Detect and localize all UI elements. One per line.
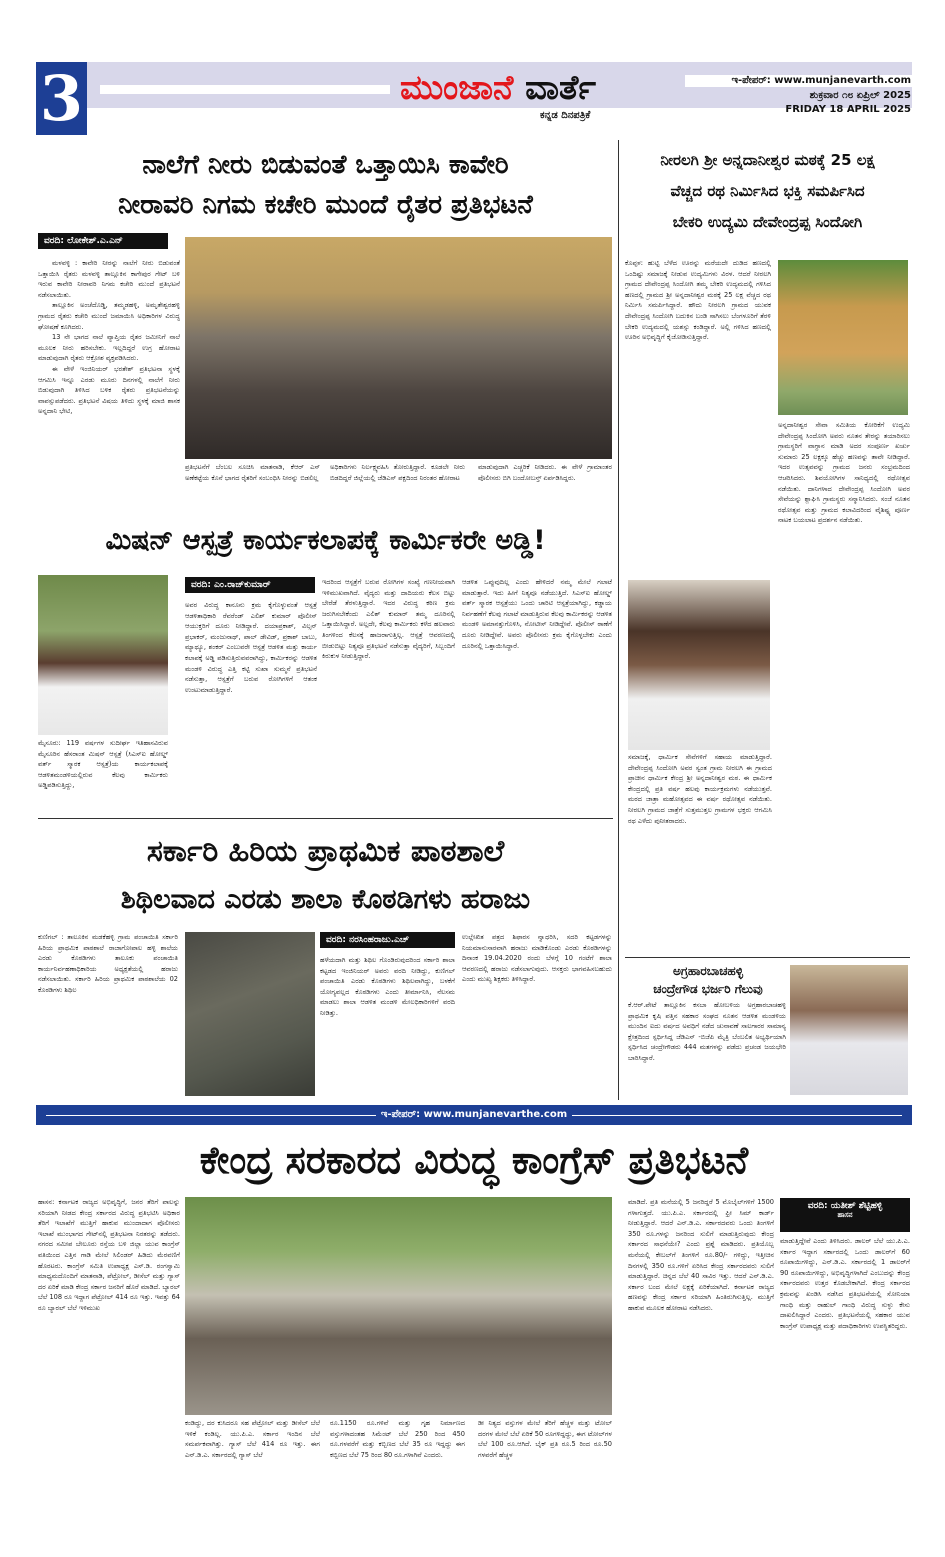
photo-caption: ಅಧಿಕಾರಿಗಳು ನಿರ್ಲಕ್ಷ್ಯವಹಿಸಿ ತೋರುತ್ತಿದ್ದಾರೆ. ಕೂಡಲೇ ನೀರು ಬಿಡದಿದ್ದರೆ ಜಿಲ್ಲೆಯಲ್ಲಿ ಜೆಡಿಎಸ್ ಪಕ್ಷದಿಂದ ನಿರಂತರ ಹೋರಾಟ xyxy=(330,463,465,482)
byline xyxy=(780,1198,910,1232)
section-divider xyxy=(38,818,613,819)
portrait-photo xyxy=(38,575,168,735)
school-building-photo xyxy=(185,932,315,1096)
story4-column: ಮಾಡಿದೆ. ಪ್ರತಿ ಮನೆಯಲ್ಲಿ 5 ಜನರಿದ್ದರೆ 5 ಮೊಬೈಲ್‌ಗಳಿಗೆ 1500 ಗಳಾಗುತ್ತದೆ. ಯು.ಪಿ.ಎ. ಸರ್ಕಾರದಲ್ಲಿ ಫ್ರೀ ಸಿಮ್ ಕಾರ್ಡ್ ನೀಡುತ್ತಿದ್ದಾರೆ. ಆದರೆ ಎನ್.ಡಿ.ಎ. ಸರ್ಕಾರದವರು ಒಂದು ತಿಂಗಳಿಗೆ 350 ರೂ.ಗಳನ್ನು ಜನರಿಂದ ಸುಲಿಗೆ ಮಾಡುತ್ತಿರುವುದು ಕೇಂದ್ರ ಸರ್ಕಾರದ ಸಾಧನೆಯೇ? ಎಂದು ಪ್ರಶ್ನೆ ಮಾಡಿದರು. ಪ್ರತಿಯೊಬ್ಬ ಮನೆಯಲ್ಲಿ ಕೇಬಲ್‌ಗೆ ತಿಂಗಳಿಗೆ ರೂ.80/- ಗಳಿದ್ದು, ಇತ್ತೀಚಿನ ದಿನಗಳಲ್ಲಿ 350 ರೂ.ಗಳಿಗೆ ಏರಿಸಿದ ಕೇಂದ್ರ ಸರ್ಕಾರದವರು ಸುಲಿಗೆ ಮಾಡುತ್ತಿದ್ದಾರೆ. ಚಿನ್ನದ ಬೆಲೆ 40 ಸಾವಿರ ಇತ್ತು. ಆದರೆ ಎನ್.ಡಿ.ಎ. ಸರ್ಕಾರ ಬಂದ ಮೇಲೆ ಲಕ್ಷಕ್ಕೆ ಏರಿಕೆಯಾಗಿದೆ. ಕರ್ನಾಟಕ ರಾಜ್ಯದ ಹಣವನ್ನು ಕೇಂದ್ರ ಸರ್ಕಾರ ಸರಿಯಾಗಿ ಹಿಂತಿರುಗಿಸುತ್ತಿಲ್ಲ. ಮುತ್ತಿಗೆ ಹಾಕುವ ಮೂಲಕ ಹೋರಾಟ ನಡೆಸಿದರು. xyxy=(628,1198,774,1312)
epaper-banner[interactable]: ಇ-ಪೇಪರ್: www.munjanevarthe.com xyxy=(36,1105,912,1125)
headline-line: ಅಗ್ರಹಾರಬಾಚಹಳ್ಳಿ xyxy=(672,964,744,978)
story3-column: ಉಲ್ಲೇಖಿತ ಪತ್ರದ ಶಿಫಾರಸ ನ್ವಾಧರಿಸಿ, ಸದರಿ ಕಟ್ಟಡಗಳನ್ನು ನಿಯಮಾನುಸಾರವಾಗಿ ಹರಾಜು ಮಾಡಿಕೊಂಡು ಎರಡು ಕೊಠಡಿಗಳನ್ನು ದಿನಾಂಕ 19.04.2020 ರಂದು ಬೆಳಗ್ಗೆ 10 ಗಂಟೆಗೆ ಶಾಲಾ ಆವರಣದಲ್ಲಿ ಹರಾಜು ನಡೆಸಲಾಗುವುದು. ಆಸಕ್ತರು ಭಾಗವಹಿಸಬಹುದು ಎಂದು ಮುಖ್ಯ ಶಿಕ್ಷಕರು ತಿಳಿಸಿದ್ದಾರೆ. xyxy=(462,933,612,984)
paragraph: ಮಳವಳ್ಳಿ : ಕಾವೇರಿ ನೀರನ್ನು ನಾಲೆಗೆ ನೀರು ಬಿಡುವಂತೆ ಒತ್ತಾಯಿಸಿ ರೈತರು ಮಳವಳ್ಳಿ ತಾಲ್ಲೂಕಿನ ಕಾಗೇಪುರ ಗೇಟ್ ಬಳಿ ಇರುವ ಕಾವೇರಿ ನೀರಾವರಿ ನಿಗಮ ಕಚೇರಿ ಮುಂದೆ ಪ್ರತಿಭಟನೆ ನಡೆಸಲಾಯಿತು. xyxy=(38,259,180,299)
column-divider xyxy=(618,140,619,1100)
date-english: FRIDAY 18 APRIL 2025 xyxy=(785,104,911,115)
paragraph: ತಾಲ್ಲೂಕಿನ ಅಂಚೆದೊಡ್ಡಿ, ತಮ್ಮಡಹಳ್ಳಿ, ಅಮೃತೇಶ್ವರಹಳ್ಳಿ ಗ್ರಾಮದ ರೈತರು ಕಚೇರಿ ಮುಂದೆ ಜಮಾಯಿಸಿ ಅಧಿಕಾರಿಗಳ ವಿರುದ್ಧ ಘೋಷಣೆ ಕೂಗಿದರು. xyxy=(38,301,180,331)
story3-column: ಕುಣಿಗಲ್ : ತಾಲೂಕಿನ ಮಡಕೆಹಳ್ಳಿ ಗ್ರಾಮ ಪಂಚಾಯಿತಿ ಸರ್ಕಾರಿ ಹಿರಿಯ ಪ್ರಾಥಮಿಕ ಪಾಠಶಾಲೆ ರಾಜಾಗೋಪಾಲ ಹಳ್ಳಿ ಶಾಲೆಯ ಎರಡು ಕೊಠಡಿಗಳು ತಾಲೂಕು ಪಂಚಾಯಿತಿ ಕಾರ್ಯನಿರ್ವಹಣಾಧಿಕಾರಿಯ ಅಧ್ಯಕ್ಷತೆಯಲ್ಲಿ ಹರಾಜು ನಡೆಸಲಾಯಿತು. ಸರ್ಕಾರಿ ಹಿರಿಯ ಪ್ರಾಥಮಿಕ ಪಾಠಶಾಲೆಯ 02 ಕೊಠಡಿಗಳು ಶಿಥಿಲ xyxy=(38,933,178,994)
headline-line: ನೀರಾವರಿ ನಿಗಮ ಕಚೇರಿ ಮುಂದೆ ರೈತರ ಪ್ರತಿಭಟನೆ xyxy=(118,190,533,220)
newspaper-logo xyxy=(400,68,596,108)
headline-line: ವೆಚ್ಚದ ರಥ ನಿರ್ಮಿಸಿದ ಭಕ್ತಿ ಸಮರ್ಪಿಸಿದ xyxy=(670,182,865,200)
right-story-headline xyxy=(625,145,910,238)
byline: ವರದಿ: ಎಂ.ರಾಜ್‌ಕುಮಾರ್ xyxy=(185,577,315,593)
right-story-column: ಕೊಪ್ಪಳ: ಹುಟ್ಟಿ ಬೆಳೆದ ಊರನ್ನು ಮರೆಯದೇ ದುಡಿದ ಹಣದಲ್ಲಿ ಒಂದಿಷ್ಟು ಸಮಾಜಕ್ಕೆ ನೀಡುವ ಉದ್ಯಮಿಗಳು ವಿರಳ. ಆದರೆ ನೀರಲಗಿ ಗ್ರಾಮದ ದೇವೇಂದ್ರಪ್ಪ ಸಿಂದೋಗಿ ತಮ್ಮ ಬೇಕರಿ ಉದ್ಯಮದಲ್ಲಿ ಗಳಿಸಿದ ಹಣದಲ್ಲಿ ಗ್ರಾಮದ ಶ್ರೀ ಅನ್ನದಾನೀಶ್ವರ ಮಠಕ್ಕೆ 25 ಲಕ್ಷ ವೆಚ್ಚದ ರಥ ನಿರ್ಮಿಸಿ ಸಮರ್ಪಿಸಿದ್ದಾರೆ. ಹೌದು ನೀರಲಗಿ ಗ್ರಾಮದ ಯುವಕ ದೇವೇಂದ್ರಪ್ಪ ಸಿಂದೋಗಿ ಬದುಕಿನ ಬಂಡಿ ಸಾಗಿಸಲು ಬೆಂಗಳೂರಿಗೆ ತೆರಳಿ ಬೇಕರಿ ಉದ್ಯಮದಲ್ಲಿ ಯಶಸ್ಸು ಕಂಡಿದ್ದಾರೆ. ಅಲ್ಲಿ ಗಳಿಸಿದ ಹಣದಲ್ಲಿ ಊರಿನ ಅಭಿವೃದ್ಧಿಗೆ ಕೈಜೋಡಿಸುತ್ತಿದ್ದಾರೆ. xyxy=(625,259,771,342)
story2-column: ಇದರಿಂದ ಆಸ್ಪತ್ರೆಗೆ ಬರುವ ರೋಗಿಗಳ ಸಂಖ್ಯೆ ಗಣನೀಯವಾಗಿ ಇಳಿಮುಖವಾಗಿದೆ. ವೈದ್ಯರು ಮತ್ತು ದಾದಿಯರು ಕೆಲಸ ಬಿಟ್ಟು ಬೇರೆಡೆ ತೆರಳುತ್ತಿದ್ದಾರೆ. ಇದರ ವಿರುದ್ಧ ಕಠಿಣ ಕ್ರಮ ಜರುಗಿಸಬೇಕೆಂದು ಎಲಿಶ್ ಕುಮಾರ್ ತಮ್ಮ ದೂರಿನಲ್ಲಿ ಒತ್ತಾಯಿಸಿದ್ದಾರೆ. ಅಲ್ಲದೇ, ಕೆಲವು ಕಾರ್ಮಿಕರು ಕಳೆದ ಹಲವಾರು ತಿಂಗಳಿಂದ ಕೆಲಸಕ್ಕೆ ಹಾಜರಾಗುತ್ತಿಲ್ಲ. ಆಸ್ಪತ್ರೆ ಆವರಣದಲ್ಲಿ ಬೀಡುಬಿಟ್ಟು ನಿತ್ಯವೂ ಪ್ರತಿಭಟನೆ ನಡೆಸುತ್ತಾ ವೈದ್ಯರಿಗೆ, ಸಿಬ್ಬಂದಿಗೆ ಕಿರುಕುಳ ನೀಡುತ್ತಿದ್ದಾರೆ. xyxy=(322,578,455,661)
section-divider xyxy=(625,957,910,958)
byline: ವರದಿ: ಲೋಕೇಶ್.ಎ.ಎನ್ xyxy=(38,233,168,249)
congress-protest-photo xyxy=(185,1197,612,1415)
logo-part-2: ವಾರ್ತೆ xyxy=(525,68,596,108)
photo-caption: ರೂ.1150 ರೂ.ಗಳಿವೆ ಮತ್ತು ಗೃಹ ನಿರ್ಮಾಣದ ವಸ್ತುಗಳಾದಂತಹ ಸಿಮೆಂಟ್ ಬೆಲೆ 250 ರಿಂದ 450 ರೂ.ಗಳವರೆಗೆ ಮತ್ತು ಕಬ್ಬಿಣದ ಬೆಲೆ 35 ರೂ ಇದ್ದದ್ದು ಈಗ ಕಬ್ಬಿಣದ ಬೆಲೆ 75 ರಿಂದ 80 ರೂ.ಗಳಾಗಿವೆ ಎಂದರು. xyxy=(330,1419,465,1459)
story2-column: ಆಡಳಿತ ಒಪ್ಪುವುದಿಲ್ಲ ಎಂದು ಹೇಳಿದರೆ ನಮ್ಮ ಮೇಲೆ ಗಲಾಟೆ ಮಾಡುತ್ತಾರೆ. ಇದು ಹೀಗೆ ನಿತ್ಯವೂ ನಡೆಯುತ್ತಿದೆ. ಸಿಎಸ್‌ಐ ಹೋಲ್ಡ್ ವರ್ತ್ ಸ್ಮಾರಕ ಆಸ್ಪತ್ರೆಯು ಒಂದು ಚಾರಿಟಿ ಆಸ್ಪತ್ರೆಯಾಗಿದ್ದು, ಕಡ್ಡಾಯ ನಿರ್ವಹಣೆಗೆ ಕೆಲವು ಗಲಾಟೆ ಮಾಡುತ್ತಿರುವ ಕೆಲವು ಕಾರ್ಮಿಕರನ್ನು ಆಡಳಿತ ಮಂಡಳಿ ಅಮಾನತ್ತುಗೊಳಿಸಿ, ನೋಟೀಸ್ ನೀಡಿದ್ದೇವೆ. ಪೊಲೀಸ್ ಠಾಣೆಗೆ ದೂರು ನೀಡಿದ್ದೇವೆ. ಅವರು ಪೊಲೀಸರು ಕ್ರಮ ಕೈಗೊಳ್ಳಬೇಕು ಎಂದು ದೂರಿನಲ್ಲಿ ಒತ್ತಾಯಿಸಿದ್ದಾರೆ. xyxy=(462,578,612,650)
donor-portrait-photo xyxy=(628,580,770,750)
headline-line: ಸರ್ಕಾರಿ ಹಿರಿಯ ಪ್ರಾಥಮಿಕ ಪಾಠಶಾಲೆ xyxy=(146,834,505,869)
story1-body xyxy=(38,258,180,503)
story2-headline: ಮಿಷನ್ ಆಸ್ಪತ್ರೆ ಕಾರ್ಯಕಲಾಪಕ್ಕೆ ಕಾರ್ಮಿಕರೇ ಅಡ್ಡಿ! xyxy=(105,525,546,556)
epaper-link[interactable]: ಇ-ಪೇಪರ್: www.munjanevarth.com xyxy=(731,75,911,86)
story4-headline: ಕೇಂದ್ರ ಸರಕಾರದ ವಿರುದ್ಧ ಕಾಂಗ್ರೆಸ್ ಪ್ರತಿಭಟನೆ xyxy=(199,1138,749,1182)
election-headline xyxy=(628,962,788,998)
election-body: ಕೆ.ಆರ್.ಪೇಟೆ ತಾಲ್ಲೂಕಿನ ಕಸಬಾ ಹೋಬಳಿಯ ಅಗ್ರಹಾರಬಾಚಹಳ್ಳಿ ಪ್ರಾಥಮಿಕ ಕೃಷಿ ಪತ್ತಿನ ಸಹಕಾರ ಸಂಘದ ನೂತನ ಆಡಳಿತ ಮಂಡಳಿಯ ಮುಂದಿನ ಐದು ವರ್ಷದ ಅವಧಿಗೆ ನಡೆದ ಚುನಾವಣೆ ಸಾಲಗಾರರ ಸಾಮಾನ್ಯ ಕ್ಷೇತ್ರದಿಂದ ಸ್ಪರ್ಧಿಸಿದ್ದ ಜೆಡಿಎಸ್ -ಬಿಜೆಪಿ ಮೈತ್ರಿ ಬೆಂಬಲಿತ ಅಭ್ಯರ್ಥಿಯಾಗಿ ಸ್ಪರ್ಧಿಸಿದ ಚಂದ್ರೇಗೌಡರು 444 ಮತಗಳನ್ನು ಪಡೆದು ಪ್ರಚಂಡ ಜಯಭೇರಿ ಬಾರಿಸಿದ್ದಾರೆ. xyxy=(628,1001,786,1062)
winner-portrait-photo xyxy=(790,965,908,1095)
story1-headline xyxy=(38,145,613,225)
headline-line: ಬೇಕರಿ ಉದ್ಯಮಿ ದೇವೇಂದ್ರಪ್ಪ ಸಿಂದೋಗಿ xyxy=(672,213,863,231)
headline-line: ನಾಲೆಗೆ ನೀರು ಬಿಡುವಂತೆ ಒತ್ತಾಯಿಸಿ ಕಾವೇರಿ xyxy=(142,150,509,180)
byline-place: ಹಾಸನ xyxy=(837,1211,853,1219)
byline-name: ವರದಿ: ಯತೀಶ್ ಶೆಟ್ಟಿಹಳ್ಳಿ xyxy=(807,1201,883,1211)
story4-column: ಮಾಡುತ್ತಿದ್ದೇವೆ ಎಂದು ತಿಳಿಸಿದರು. ಡಾಲರ್ ಬೆಲೆ ಯು.ಪಿ.ಎ. ಸರ್ಕಾರ ಇದ್ದಾಗ ಸರ್ಕಾರದಲ್ಲಿ ಒಂದು ಡಾಲರ್‌ಗೆ 60 ರೂಪಾಯಿಗಳಿದ್ದು, ಎನ್.ಡಿ.ಎ. ಸರ್ಕಾರದಲ್ಲಿ 1 ಡಾಲರ್‌ಗೆ 90 ರೂಪಾಯಿಗಳಿದ್ದು, ಅಭಿವೃದ್ಧಿಗಳಾಗಿದೆ ಎಂಬುದನ್ನು ಕೇಂದ್ರ ಸರ್ಕಾರದವರು ಉತ್ತರ ಕೊಡಬೇಕಾಗಿದೆ. ಕೇಂದ್ರ ಸರ್ಕಾರದ ಕ್ರಮವನ್ನು ಖಂಡಿಸಿ ನಡೆಸಿದ ಪ್ರತಿಭಟನೆಯಲ್ಲಿ ಸೋನಿಯಾ ಗಾಂಧಿ ಮತ್ತು ರಾಹುಲ್ ಗಾಂಧಿ ವಿರುದ್ಧ ಸುಳ್ಳು ಕೇಸು ದಾಖಲಿಸಿದ್ದಾರೆ ಎಂದರು. ಪ್ರತಿಭಟನೆಯಲ್ಲಿ ಸಹಕಾರ ಯುವ ಕಾಂಗ್ರೆಸ್ ಉಪಾಧ್ಯಕ್ಷ ಮತ್ತು ಪದಾಧಿಕಾರಿಗಳು ಉಪಸ್ಥಿತರಿದ್ದರು. xyxy=(780,1237,910,1330)
masthead-strip xyxy=(100,85,390,94)
right-story-column: ಸಮಾಜಕ್ಕೆ, ಧಾರ್ಮಿಕ ಸೇವೆಗಳಿಗೆ ಸಹಾಯ ಮಾಡುತ್ತಿದ್ದಾರೆ. ದೇವೇಂದ್ರಪ್ಪ ಸಿಂದೋಗಿ ಅವರ ಸ್ವಂತ ಗ್ರಾಮ ನೀರಲಗಿ ಈ ಗ್ರಾಮದ ಪ್ರಾಚೀನ ಧಾರ್ಮಿಕ ಕೇಂದ್ರ ಶ್ರೀ ಅನ್ನದಾನೀಶ್ವರ ಮಠ. ಈ ಧಾರ್ಮಿಕ ಕೇಂದ್ರದಲ್ಲಿ ಪ್ರತಿ ವರ್ಷ ಹಲವು ಕಾರ್ಯಕ್ರಮಗಳು ನಡೆಯುತ್ತವೆ. ಮಠದ ಜಾತ್ರಾ ಮಹೋತ್ಸವದ ಈ ವರ್ಷ ರಥೋತ್ಸವ ನಡೆಯಿತು. ನೀರಲಗಿ ಗ್ರಾಮದ ಜಾತ್ರೆಗೆ ಸುತ್ತಮುತ್ತಲ ಗ್ರಾಮಗಳ ಭಕ್ತರು ಆಗಮಿಸಿ ರಥ ಎಳೆದು ಪುನೀತರಾದರು. xyxy=(628,753,772,825)
chariot-photo xyxy=(778,260,908,415)
byline: ವರದಿ: ನರಸಿಂಹರಾಜು.ಎಚ್ xyxy=(320,932,455,948)
farmers-protest-photo xyxy=(185,237,612,459)
story3-column: ಹಳೆಯದಾಗಿ ಮತ್ತು ಶಿಥಿಲ ಗೊಂಡಿರುವುದರಿಂದ ಸರ್ಕಾರಿ ಶಾಲಾ ಕಟ್ಟಡದ ಇಂಜಿನಿಯರ್ ಅವರು ವರದಿ ನೀಡಿದ್ದು, ಕುಣಿಗಲ್ ಪಂಚಾಯಿತಿ ಎರಡು ಕೊಠಡಿಗಳು ಶಿಥಿಲವಾಗಿದ್ದು, ಬಳಕೆಗೆ ಯೋಗ್ಯವಲ್ಲದ ಕೊಠಡಿಗಳು ಎಂದು ತೀರ್ಮಾನಿಸಿ, ನೆಲಸಮ ಮಾಡಲು ಶಾಲಾ ಆಡಳಿತ ಮಂಡಳಿ ಮೇಲಧಿಕಾರಿಗಳಿಗೆ ವರದಿ ನೀಡಿತ್ತು. xyxy=(320,956,455,1017)
story4-column: ಹಾಸನ: ಕರ್ನಾಟಕ ರಾಜ್ಯದ ಅಭಿವೃದ್ಧಿಗೆ, ಜನರ ತೆರಿಗೆ ಪಾಲನ್ನು ಸರಿಯಾಗಿ ನೀಡದ ಕೇಂದ್ರ ಸರ್ಕಾರದ ವಿರುದ್ಧ ಪ್ರತಿಭಟಿಸಿ ಅಧಿಕಾರ ತೆರಿಗೆ ಇಲಾಖೆಗೆ ಮುತ್ತಿಗೆ ಹಾಕುವ ಮುಂದಾದಾಗ ಪೊಲೀಸರು ಇಲಾಖೆ ಮುಂಭಾಗದ ಗೇಟ್‌ನಲ್ಲಿ ಪ್ರತಿಭಟನಾ ನಿರತರನ್ನು ತಡೆದರು. ನಗರದ ಸಮೀಪ ಬೇಲೂರು ರಸ್ತೆಯ ಬಳಿ ಜಿಲ್ಲಾ ಯುವ ಕಾಂಗ್ರೆಸ್ ವತಿಯಿಂದ ಎತ್ತಿನ ಗಾಡಿ ಮೇಲೆ ಸಿಲಿಂಡರ್ ಹಿಡಿದು ಮೆರವಣಿಗೆ ಹೊರಟರು. ಕಾಂಗ್ರೆಸ್ ಸಮಿತಿ ಉಪಾಧ್ಯಕ್ಷ ಎಸ್.ಡಿ. ರಂಗಸ್ವಾಮಿ ಮಾಧ್ಯಮದೊಂದಿಗೆ ಮಾತನಾಡಿ, ಪೆಟ್ರೋಲ್, ಡೀಸೆಲ್ ಮತ್ತು ಗ್ಯಾಸ್ ದರ ಏರಿಕೆ ಮಾಡಿ ಕೇಂದ್ರ ಸರ್ಕಾರ ಜನರಿಗೆ ಹೊರೆ ಮಾಡಿದೆ. ಬ್ಯಾರಲ್ ಬೆಲೆ 108 ರೂ ಇದ್ದಾಗ ಪೆಟ್ರೋಲ್ 414 ರೂ ಇತ್ತು. ಇವತ್ತು 64 ರೂ ಬ್ಯಾರಲ್ ಬೆಲೆ ಇಳಿಮುಖ xyxy=(38,1198,180,1312)
headline-line: ನೀರಲಗಿ ಶ್ರೀ ಅನ್ನದಾನೀಶ್ವರ ಮಠಕ್ಕೆ 25 ಲಕ್ಷ xyxy=(660,151,875,169)
right-story-column: ಅನ್ನದಾನೀಶ್ವರ ಸೇವಾ ಸಮಿತಿಯ ಕೋರಿಕೆಗೆ ಉದ್ಯಮಿ ದೇವೇಂದ್ರಪ್ಪ ಸಿಂದೋಗಿ ಅವರು ನೂತನ ತೇರನ್ನು ತಯಾರಿಸಲು ಗ್ರಾಮಸ್ಥರಿಗೆ ವಾಗ್ದಾನ ಮಾಡಿ ಅದರ ಸಂಪೂರ್ಣ ಖರ್ಚು ಸುಮಾರು 25 ಲಕ್ಷಕ್ಕೂ ಹೆಚ್ಚು ಹಣವನ್ನು ತಾವೇ ನೀಡಿದ್ದಾರೆ. ಇದರ ಉತ್ಸವವನ್ನು ಗ್ರಾಮದ ಜನರು ಸಂಭ್ರಮದಿಂದ ಆಚರಿಸಿದರು. ಶಿವಯೋಗಿಗಳ ಸಾನಿಧ್ಯದಲ್ಲಿ ರಥೋತ್ಸವ ನಡೆಯಿತು. ದಾನಿಗಳಾದ ದೇವೇಂದ್ರಪ್ಪ ಸಿಂದೋಗಿ ಅವರ ಸೇವೆಯನ್ನು ಶ್ಲಾಘಿಸಿ ಗ್ರಾಮಸ್ಥರು ಸನ್ಮಾನಿಸಿದರು. ಸಂಜೆ ನೂತನ ರಥೋತ್ಸವ ಮತ್ತು ಗ್ರಾಮದ ಕಲಾವಿದರಿಂದ ವೈಶಿಷ್ಟ್ಯ ಪೂರ್ಣ ನಾಟಕ ಬಯಲಾಟ ಪ್ರದರ್ಶನ ನಡೆಯಿತು. xyxy=(778,421,910,525)
tagline: ಕನ್ನಡ ದಿನಪತ್ರಿಕೆ xyxy=(540,110,591,121)
photo-caption: ಪ್ರತಿಭಟನೆಗೆ ಬೆಂಬಲ ಸೂಚಿಸಿ ಮಾತನಾಡಿ, ಕೆಆರ್ ಎಸ್ ಅಣೆಕಟ್ಟೆಯ ಕೊನೆ ಭಾಗದ ರೈತರಿಗೆ ಸಂಬಂಧಿಸಿ ನೀರನ್ನು ಬಿಡಲಿಲ್ಲ xyxy=(185,463,320,482)
logo-part-1: ಮುಂಜಾನೆ xyxy=(400,68,514,108)
story3-headline xyxy=(38,828,613,924)
photo-caption: ಡೀ ನಿತ್ಯದ ವಸ್ತುಗಳ ಮೇಲೆ ತೆರಿಗೆ ಹೆಚ್ಚಳ ಮತ್ತು ಟೋಲ್ ದರಗಳ ಮೇಲೆ ಬೆಲೆ ಏರಿಕೆ 50 ರೂಗಳಿದ್ದದ್ದು, ಈಗ ಟೋಲ್‌ಗಳ ಬೆಲೆ 100 ರೂ.ಆಗಿದೆ. ಬೈಕ್ ಪ್ರತಿ ರೂ.5 ರಿಂದ ರೂ.50 ಗಳವರೆಗೆ ಹೆಚ್ಚಳ xyxy=(478,1419,612,1459)
date-kannada: ಶುಕ್ರವಾರ ೧೮ ಏಪ್ರಿಲ್ 2025 xyxy=(809,90,911,101)
photo-caption: ಮೈಸೂರು: 119 ವರ್ಷಗಳ ಸುದೀರ್ಘ ಇತಿಹಾಸವಿರುವ ಮೈಸೂರಿನ ಹೆಸರಾಂತ ಮಿಷನ್ ಆಸ್ಪತ್ರೆ (ಸಿಎಸ್‌ಐ ಹೋಲ್ಡ್ ವರ್ತ್ ಸ್ಮಾರಕ ಆಸ್ಪತ್ರೆ)ಯ ಕಾರ್ಯಕಲಾಪಕ್ಕೆ ಆಡಳಿತಮಂಡಳಿಯಲ್ಲಿರುವ ಕೆಲವು ಕಾರ್ಮಿಕರು ಅಡ್ಡಿಪಡಿಸುತ್ತಿದ್ದು, xyxy=(38,739,168,790)
paragraph: 13 ನೇ ಭಾಗದ ನಾಲೆ ವ್ಯಾಪ್ತಿಯ ರೈತರ ಜಮೀನಿಗೆ ನಾಲೆ ಮೂಲಕ ನೀರು ಹರಿಸಬೇಕು. ಇಲ್ಲದಿದ್ದರೆ ಉಗ್ರ ಹೋರಾಟ ಮಾಡುವುದಾಗಿ ರೈತರು ಆಕ್ರೋಶ ವ್ಯಕ್ತಪಡಿಸಿದರು. xyxy=(38,333,180,363)
paragraph: ಈ ವೇಳೆ ಇಂಜಿನಿಯರ್ ಭರತೇಶ್ ಪ್ರತಿಭಟನಾ ಸ್ಥಳಕ್ಕೆ ಆಗಮಿಸಿ ಇನ್ನೂ ಎರಡು ಮೂರು ದಿನಗಳಲ್ಲಿ ನಾಲೆಗೆ ನೀರು ಬಿಡುವುದಾಗಿ ತಿಳಿಸಿದ ಬಳಿಕ ರೈತರು ಪ್ರತಿಭಟನೆಯನ್ನು ವಾಪಸ್ಸುಪಡೆದರು. ಪ್ರತಿಭಟನೆ ವಿಷಯ ತಿಳಿದು ಸ್ಥಳಕ್ಕೆ ಮಾಜಿ ಶಾಸಕ ಅನ್ನದಾನಿ ಭೇಟಿ, xyxy=(38,364,180,416)
page-number: 3 xyxy=(36,62,87,135)
photo-caption: ಮಾಡುವುದಾಗಿ ಎಚ್ಚರಿಕೆ ನೀಡಿದರು. ಈ ವೇಳೆ ಗ್ರಾಮಾಂತರ ಪೊಲೀಸರು ಬಿಗಿ ಬಂದೋಬಸ್ತ್ ಏರ್ಪಡಿಸಿದ್ದರು. xyxy=(478,463,612,482)
photo-caption: ಕಂಡಿದ್ದು, ದರ ಕುಸಿದರೂ ಸಹ ಪೆಟ್ರೋಲ್ ಮತ್ತು ಡೀಸೆಲ್ ಬೆಲೆ ಇಳಿಕೆ ಕಂಡಿಲ್ಲ. ಯು.ಪಿ.ಎ. ಸರ್ಕಾರ ಇಂದಿನ ಬೆಲೆ ಸಮರ್ಪಕವಾಗಿತ್ತು. ಗ್ಯಾಸ್ ಬೆಲೆ 414 ರೂ ಇತ್ತು. ಈಗ ಎನ್.ಡಿ.ಎ. ಸರ್ಕಾರದಲ್ಲಿ ಗ್ಯಾಸ್ ಬೆಲೆ xyxy=(185,1419,320,1459)
story2-column: ಅವರ ವಿರುದ್ಧ ಕಾನೂನು ಕ್ರಮ ಕೈಗೊಳ್ಳುವಂತೆ ಆಸ್ಪತ್ರೆ ಆಡಳಿತಾಧಿಕಾರಿ ರೆವರೆಂಡ್ ಎಲಿಶ್ ಕುಮಾರ್ ಪೊಲೀಸ್ ಆಯುಕ್ತರಿಗೆ ದೂರು ನೀಡಿದ್ದಾರೆ. ದಯಾಪ್ರಕಾಶ್, ವಿಲ್ಸನ್ ಪ್ರಭಾಕರ್, ಮಂಜುನಾಥ್, ಪಾಲ್ ಡೇವಿಡ್, ಪ್ರಕಾಶ್ ಬಾಬು, ಮ್ಯಾಥ್ಯೂ, ಶಂಕರ್ ಎಂಬುವರೇ ಆಸ್ಪತ್ರೆ ಆಡಳಿತ ಮತ್ತು ಕಾರ್ಯ ಕಲಾಪಕ್ಕೆ ಅಡ್ಡಿ ಪಡಿಸುತ್ತಿರುವವರಾಗಿದ್ದು, ಕಾರ್ಮಿಕರನ್ನು ಆಡಳಿತ ಮಂಡಳಿ ವಿರುದ್ಧ ಎತ್ತಿ ಕಟ್ಟಿ ಸುಖಾ ಸುಮ್ಮನೆ ಪ್ರತಿಭಟನೆ ನಡೆಸುತ್ತಾ, ಆಸ್ಪತ್ರೆಗೆ ಬರುವ ರೋಗಿಗಳಿಗೆ ಆತಂಕ ಉಂಟುಮಾಡುತ್ತಿದ್ದಾರೆ. xyxy=(185,601,317,694)
headline-line: ಶಿಥಿಲವಾದ ಎರಡು ಶಾಲಾ ಕೊಠಡಿಗಳು ಹರಾಜು xyxy=(120,884,531,915)
headline-line: ಚಂದ್ರೇಗೌಡ ಭರ್ಜರಿ ಗೆಲುವು xyxy=(653,982,763,996)
